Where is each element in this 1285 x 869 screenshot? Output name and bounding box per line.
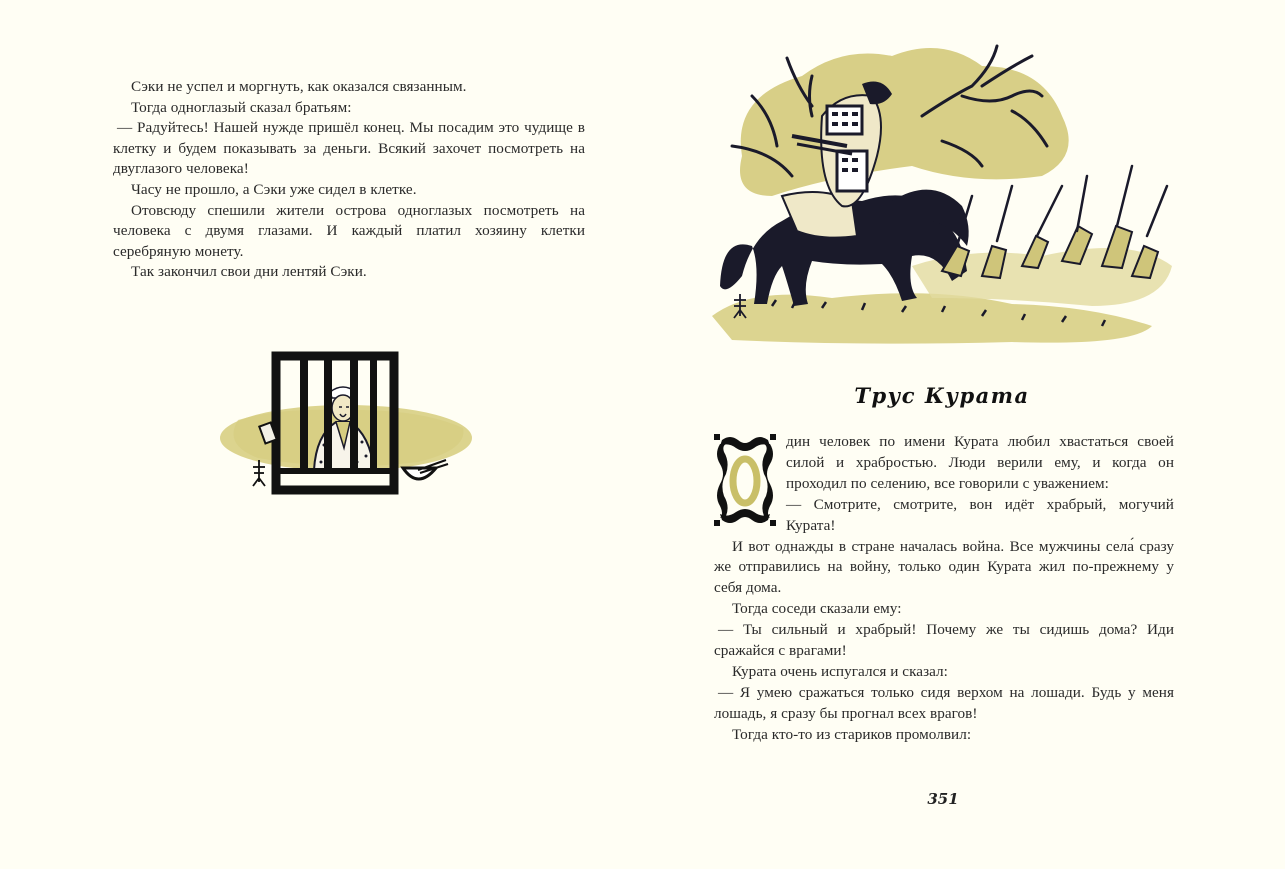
page-number: 351 <box>927 790 959 808</box>
paragraph: — Ты сильный и храбрый! Почему же ты сидишь дома? Иди сражайся с врагами! <box>714 621 1174 660</box>
ornamental-frame-icon <box>714 434 776 526</box>
paragraph: Так закончил свои дни лентяй Сэки. <box>131 263 367 281</box>
samurai-on-horse-image <box>712 36 1178 346</box>
left-page-text <box>113 77 585 283</box>
paragraph: Тогда соседи сказали ему: <box>732 600 902 618</box>
dropcap-o <box>714 434 776 526</box>
paragraph: Отовсюду спешили жители острова одноглазых посмотреть на человека с двумя глазами. И каждый платил хозяину клетки серебряную монету. <box>113 201 585 260</box>
paragraph: Тогда кто-то из стариков промолвил: <box>732 725 972 743</box>
left-page <box>0 0 642 869</box>
cage-illustration <box>218 350 473 495</box>
paragraph: Сэки не успел и моргнуть, как оказался связанным. <box>131 78 467 95</box>
paragraph: дин человек по имени Курата любил хвастаться своей силой и храбростью. Люди верили ему, и когда он проходил по селению, все говорили с уважением: <box>786 433 1174 492</box>
paragraph: Часу не прошло, а Сэки уже сидел в клетке. <box>131 180 417 198</box>
story-title: Трус Курата <box>854 383 1030 408</box>
paragraph: Курата очень испугался и сказал: <box>732 662 948 680</box>
battle-illustration <box>712 36 1178 346</box>
right-page-text <box>714 432 1174 746</box>
man-in-cage-image <box>218 350 473 495</box>
paragraph: И вот однажды в стране началась война. Все мужчины села́ сразу же отправились на войну, только один Курата жил по-прежнему у себя дома. <box>714 537 1174 597</box>
paragraph: — Радуйтесь! Нашей нужде пришёл конец. Мы посадим это чудище в клетку и будем показывать за деньги. Всякий захочет посмотреть на двуглазого человека! <box>113 119 585 178</box>
paragraph: — Я умею сражаться только сидя верхом на лошади. Будь у меня лошадь, я сразу бы прогнал всех врагов! <box>714 683 1174 722</box>
paragraph: — Смотрите, смотрите, вон идёт храбрый, могучий Курата! <box>786 495 1174 534</box>
paragraph: Тогда одноглазый сказал братьям: <box>131 98 352 116</box>
